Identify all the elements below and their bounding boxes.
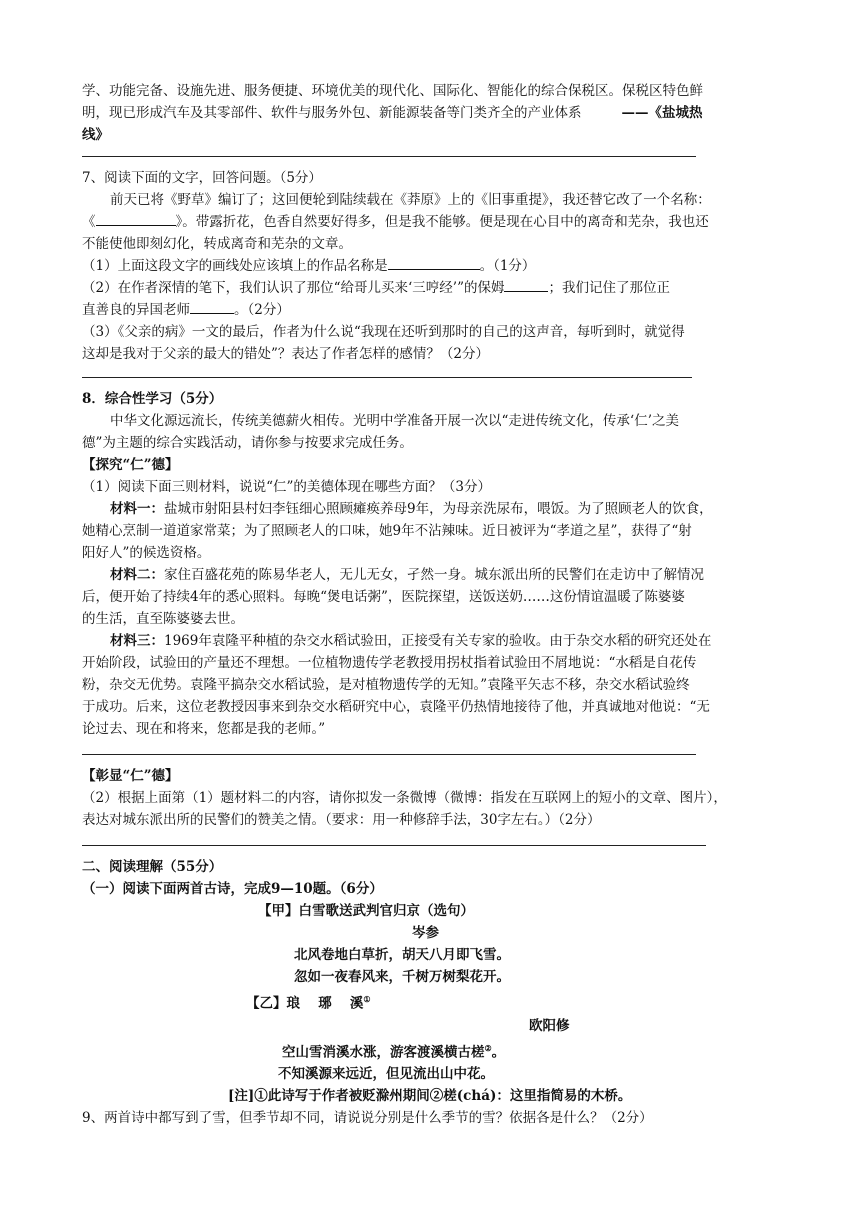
q7-sub2-score: 。（2分） <box>234 302 290 318</box>
answer-line <box>82 845 706 846</box>
q7-sub3: （3）《父亲的病》一文的最后，作者为什么说“我现在还听到那时的自己的这声音，每听到时，就觉得 <box>82 324 685 340</box>
answer-line <box>82 377 692 378</box>
material-2-text: 家住百盛花苑的陈易华老人，无儿无女，孑然一身。城东派出所的民警们在走访中了解情况 <box>164 567 704 583</box>
material-2 <box>82 564 782 586</box>
q7-para1: 前天已将《野草》编订了；这回便轮到陆续载在《莽原》上的《旧事重提》，我还替它改了一个名称： <box>110 192 711 208</box>
poem-b-title-text: 【乙】琅 琊 溪 <box>246 995 364 1012</box>
poem-b-line-1-end: 。 <box>491 1044 506 1060</box>
q8-sub2: （2）根据上面第（1）题材料二的内容，请你拟发一条微博（微博：指发在互联网上的短小的文章、图片）， <box>82 790 727 806</box>
q7-sub2 <box>82 277 782 299</box>
q7-sub1 <box>82 255 782 277</box>
part2-title: 二、阅读理解（55分） <box>82 859 223 875</box>
exam-page <box>82 80 782 1129</box>
q7-sub1-score: 。（1分） <box>479 258 536 274</box>
q8-sub1: （1）阅读下面三则材料，说说“仁”的美德体现在哪些方面？（3分） <box>82 479 491 495</box>
material-1-text: 盐城市射阳县村妇李钰细心照顾瘫痪养母9年，为母亲洗尿布，喂饭。为了照顾老人的饮食， <box>164 501 713 517</box>
q8-intro-1: 中华文化源远流长，传统美德薪火相传。光明中学准备开展一次以“走进传统文化，传承‘仁’之美 <box>110 413 679 429</box>
q9-prompt: 9、两首诗中都写到了雪，但季节却不同，请说说分别是什么季节的雪？依据各是什么？（2分） <box>82 1110 653 1126</box>
poem-b-footnote-mark: ① <box>363 994 371 1004</box>
poem-a-author: 岑参 <box>412 925 439 941</box>
poem-b-title <box>82 988 782 1015</box>
source-citation: ——《盐城热 <box>621 105 703 121</box>
q7-sub2-text-c: 直善良的异国老师 <box>82 302 190 318</box>
material-2-line3: 的生活，直至陈婆婆去世。 <box>82 611 244 627</box>
material-2-line2: 后，便开始了持续4年的悉心照料。每晚“煲电话粥”，医院探望，送饭送奶……这份情谊温暖了陈婆婆 <box>82 589 685 605</box>
q7-para2 <box>82 211 782 233</box>
poem-b-line-1 <box>82 1037 782 1064</box>
material-1-line3: 阳好人”的候选资格。 <box>82 545 211 561</box>
answer-line <box>82 156 696 157</box>
answer-line <box>82 754 696 755</box>
poem-b <box>82 988 782 1107</box>
q7-blank-close: 》 <box>175 214 183 230</box>
poem-a <box>82 900 782 988</box>
poem-a-line-1: 北风卷地白草折，胡天八月即飞雪。 <box>294 947 510 963</box>
material-1-line2: 她精心烹制一道道家常菜；为了照顾老人的口味，她9年不沾辣味。近日被评为“孝道之星”，获得了“射 <box>82 523 692 539</box>
material-2-label: 材料二： <box>110 567 164 583</box>
material-3-line2: 开始阶段，试验田的产量还不理想。一位植物遗传学老教授用拐杖指着试验田不屑地说：“水稻是自花传 <box>82 655 697 671</box>
q7-title-blank[interactable] <box>96 211 176 226</box>
material-3-line4: 于成功。后来，这位老教授因事来到杂交水稻研究中心，袁隆平仍热情地接待了他，并真诚地对他说：“无 <box>82 699 710 715</box>
q8-heading-explore: 【探究“仁”德】 <box>82 457 179 473</box>
q7-sub2-cont <box>82 299 782 321</box>
poem-a-line-2: 忽如一夜春风来，千树万树梨花开。 <box>294 969 510 985</box>
top-line-1: 学、功能完备、设施先进、服务便捷、环境优美的现代化、国际化、智能化的综合保税区。保税区特色鲜 <box>82 83 703 99</box>
q7-sub2-blank-1[interactable] <box>504 277 548 292</box>
q8-title: 8．综合性学习（5分） <box>82 391 223 407</box>
material-3-line5: 论过去、现在和将来，您都是我的老师。” <box>82 721 326 737</box>
top-line-2-text: 明，现已形成汽车及其零部件、软件与服务外包、新能源装备等门类齐全的产业体系 <box>82 105 582 121</box>
material-1-label: 材料一： <box>110 501 164 517</box>
q7-sub3-cont: 这却是我对于父亲的最大的错处”？表达了作者怎样的感情？（2分） <box>82 346 489 362</box>
q8-intro-2: 德”为主题的综合实践活动，请你参与按要求完成任务。 <box>82 435 413 451</box>
material-3-text: 1969年袁隆平种植的杂交水稻试验田，正接受有关专家的验收。由于杂交水稻的研究还处在 <box>164 633 712 649</box>
material-3-label: 材料三： <box>110 633 164 649</box>
material-3-line3: 粉，杂交无优势。袁隆平搞杂交水稻试验，是对植物遗传学的无知。”袁隆平矢志不移，杂交水稻试验终 <box>82 677 690 693</box>
poem-b-line-1-text: 空山雪消溪水涨，游客渡溪横古槎 <box>282 1044 485 1060</box>
q7-title: 7、阅读下面的文字，回答问题。（5分） <box>82 170 322 186</box>
source-citation-end: 线》 <box>82 127 109 143</box>
poem-a-title: 【甲】白雪歌送武判官归京（选句） <box>258 903 474 919</box>
q7-blank-open: 《 <box>82 214 96 230</box>
q7-sub2-blank-2[interactable] <box>190 299 234 314</box>
q7-sub1-text: （1）上面这段文字的画线处应该填上的作品名称是 <box>82 258 388 274</box>
poem-b-author: 欧阳修 <box>529 1017 570 1034</box>
part2-subtitle: （一）阅读下面两首古诗，完成9—10题。（6分） <box>82 881 383 897</box>
q7-sub2-text: （2）在作者深情的笔下，我们认识了那位“给哥儿买来‘三哼经’”的保姆 <box>82 280 505 296</box>
top-line-2 <box>82 102 782 124</box>
material-1 <box>82 498 782 520</box>
q8-heading-show: 【彰显“仁”德】 <box>82 768 179 784</box>
poem-b-line-2: 不知溪源来远近，但见流出山中花。 <box>278 1066 494 1082</box>
poem-b-line-1-footnote: ② <box>484 1042 492 1053</box>
q7-sub2-text-b: ；我们记住了那位正 <box>548 280 670 296</box>
q7-sub1-blank[interactable] <box>388 255 480 270</box>
q7-para2-text: 。带露折花，色香自然要好得多，但是我不能够。便是现在心目中的离奇和芜杂，我也还 <box>182 214 709 230</box>
material-3 <box>82 630 782 652</box>
poem-notes: [注]①此诗写于作者被贬滁州期间②槎(chá)：这里指简易的木桥。 <box>228 1088 632 1104</box>
q7-para3: 不能使他即刻幻化，转成离奇和芜杂的文章。 <box>82 236 352 252</box>
q8-sub2-cont: 表达对城东派出所的民警们的赞美之情。（要求：用一种修辞手法，30字左右。）（2分） <box>82 812 601 828</box>
